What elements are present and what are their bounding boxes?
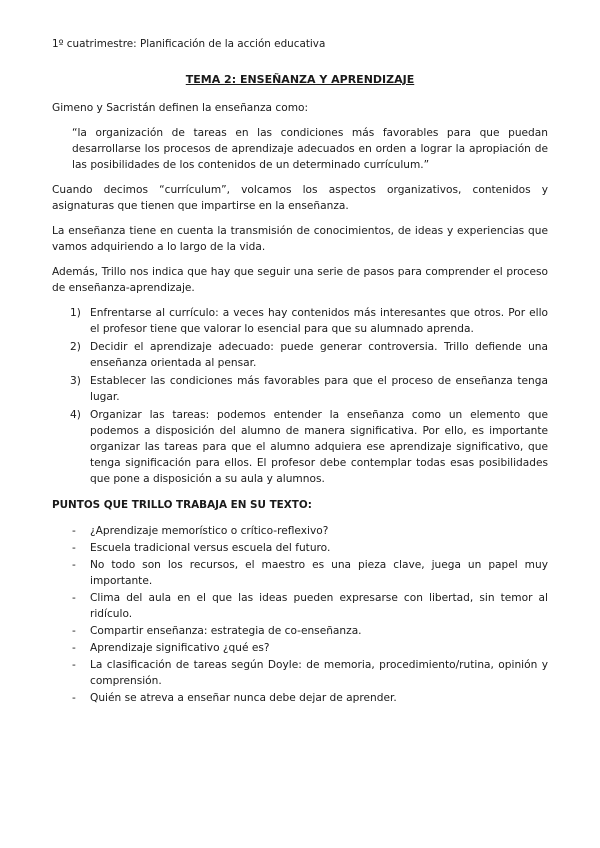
step-item	[52, 407, 548, 487]
step-number: 1)	[70, 307, 81, 319]
step-text: Establecer las condiciones más favorables para que el proceso de enseñanza tenga lugar.	[90, 375, 548, 403]
paragraph-ensenanza: La enseñanza tiene en cuenta la transmisión de conocimientos, de ideas y experiencias que vamos adquiriendo a lo largo de la vida.	[52, 225, 548, 253]
step-item	[52, 305, 548, 337]
definition-quote: “la organización de tareas en las condiciones más favorables para que puedan desarrollarse los procesos de aprendizaje adecuados en orden a lograr la apropiación de las posibilidades de los contenidos de un determinado currículum.”	[72, 127, 548, 171]
step-item	[52, 373, 548, 405]
paragraph-curriculum: Cuando decimos “currículum”, volcamos los aspectos organizativos, contenidos y asignaturas que tienen que impartirse en la enseñanza.	[52, 184, 548, 212]
bullet-dash: -	[72, 592, 76, 604]
point-text: Clima del aula en el que las ideas pueden expresarse con libertad, sin temor al ridículo.	[90, 592, 548, 620]
point-text: Compartir enseñanza: estrategia de co-enseñanza.	[90, 625, 362, 637]
point-text: La clasificación de tareas según Doyle: de memoria, procedimiento/rutina, opinión y comprensión.	[90, 659, 548, 687]
bullet-dash: -	[72, 659, 76, 671]
point-text: Quién se atreva a enseñar nunca debe dejar de aprender.	[90, 692, 397, 704]
paragraph-trillo: Además, Trillo nos indica que hay que seguir una serie de pasos para comprender el proceso de enseñanza-aprendizaje.	[52, 266, 548, 294]
point-item	[52, 557, 548, 589]
document-title: TEMA 2: ENSEÑANZA Y APRENDIZAJE	[185, 73, 415, 86]
bullet-dash: -	[72, 642, 76, 654]
page-header: 1º cuatrimestre: Planificación de la acción educativa	[52, 38, 326, 50]
point-text: Aprendizaje significativo ¿qué es?	[90, 642, 270, 654]
step-text: Decidir el aprendizaje adecuado: puede generar controversia. Trillo defiende una enseñanza orientada al pensar.	[90, 341, 548, 369]
step-text: Organizar las tareas: podemos entender la enseñanza como un elemento que podemos a disposición del alumno de manera significativa. Por ello, es importante organizar las tareas para que el alumno adquiera ese aprendizaje significativo, que tenga significación para ellos. El profesor debe contemplar todas esas posibilidades que pone a disposición a su aula y alumnos.	[90, 409, 548, 485]
bullet-dash: -	[72, 542, 76, 554]
point-item	[52, 657, 548, 689]
points-heading: PUNTOS QUE TRILLO TRABAJA EN SU TEXTO:	[52, 499, 312, 511]
bullet-dash: -	[72, 692, 76, 704]
point-item	[52, 640, 548, 656]
bullet-dash: -	[72, 625, 76, 637]
steps-list	[52, 305, 548, 487]
step-item	[52, 339, 548, 371]
point-text: ¿Aprendizaje memorístico o crítico-reflexivo?	[90, 525, 329, 537]
step-text: Enfrentarse al currículo: a veces hay contenidos más interesantes que otros. Por ello el profesor tiene que valorar lo esencial para que su alumnado aprenda.	[90, 307, 548, 335]
step-number: 4)	[70, 409, 81, 421]
intro-paragraph: Gimeno y Sacristán definen la enseñanza como:	[52, 102, 309, 114]
points-list	[52, 523, 548, 706]
document-page	[52, 36, 548, 707]
bullet-dash: -	[72, 559, 76, 571]
point-text: No todo son los recursos, el maestro es una pieza clave, juega un papel muy importante.	[90, 559, 548, 587]
point-item	[52, 623, 548, 639]
step-number: 2)	[70, 341, 81, 353]
point-item	[52, 590, 548, 622]
point-item	[52, 540, 548, 556]
bullet-dash: -	[72, 525, 76, 537]
step-number: 3)	[70, 375, 81, 387]
point-item	[52, 690, 548, 706]
point-text: Escuela tradicional versus escuela del futuro.	[90, 542, 331, 554]
point-item	[52, 523, 548, 539]
